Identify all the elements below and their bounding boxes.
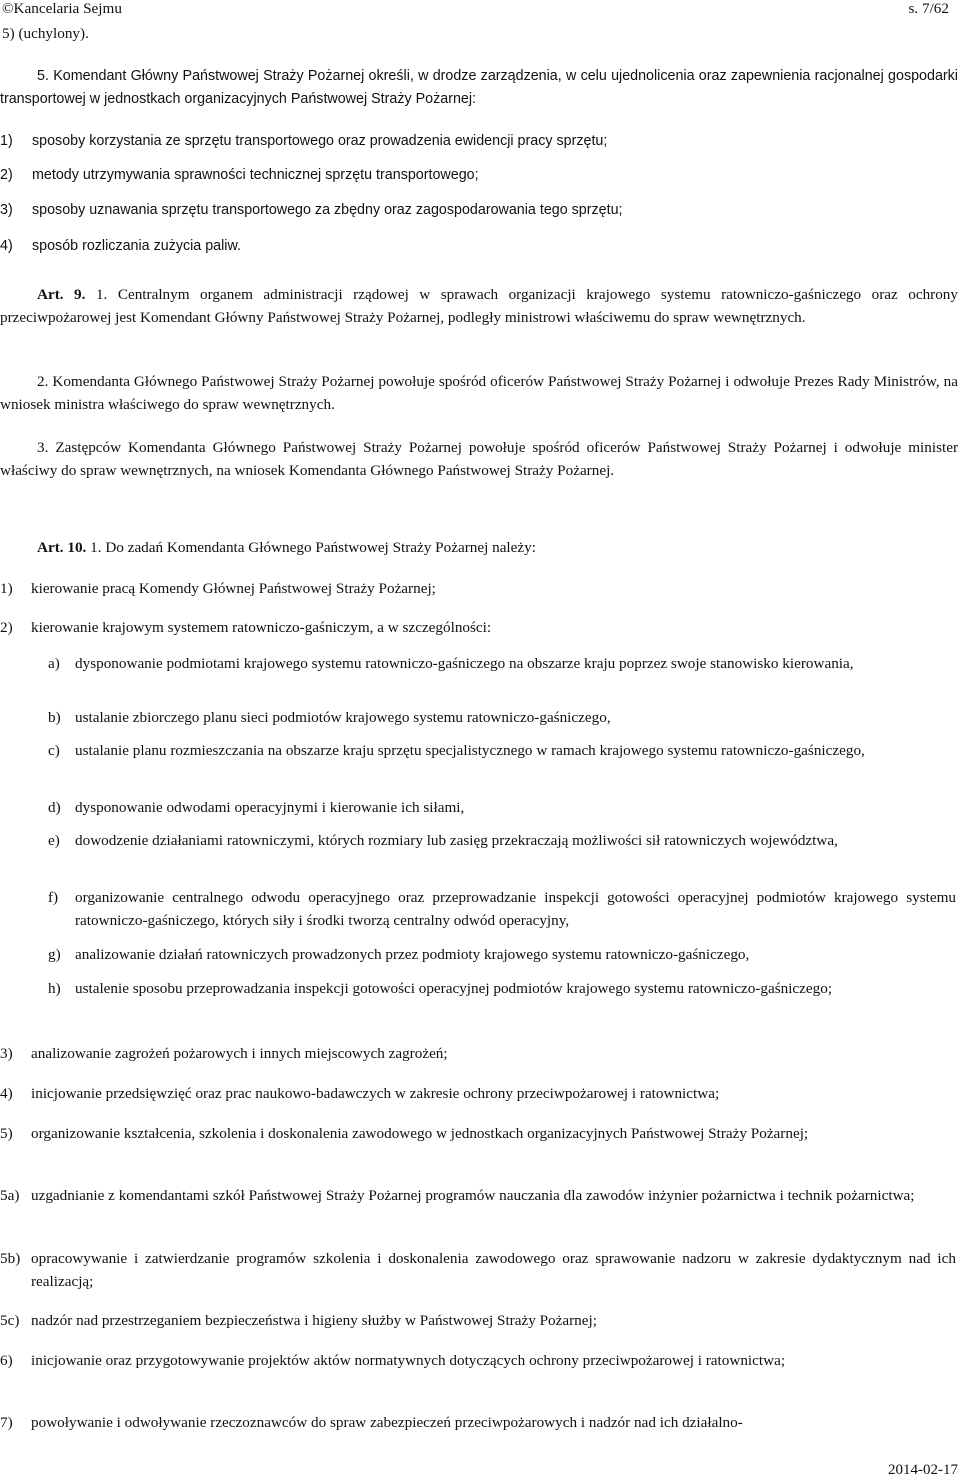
sub-list-item [48,886,956,932]
article-9-paragraph-3: 3. Zastępców Komendanta Głównego Państwowej Straży Pożarnej powołuje spośród oficerów Państwowej Straży Pożarnej i odwołuje minister właściwy do spraw wewnętrznych, na wniosek Komendanta Głównego Państwowej Straży Pożarnej. [0,439,958,479]
list-item [0,1082,956,1105]
article-9-paragraph-2-block [0,370,958,416]
list-item-text: uzgadnianie z komendantami szkół Państwowej Straży Pożarnej programów nauczania dla zawodów inżynier pożarnictwa i technik pożarnictwa; [31,1187,915,1204]
list-item [0,1309,956,1332]
list-item-text: sposoby korzystania ze sprzętu transportowego oraz prowadzenia ewidencji pracy sprzętu; [32,133,608,149]
list-item [0,199,956,222]
list-item-text: nadzór nad przestrzeganiem bezpieczeństwa i higieny służby w Państwowej Straży Pożarnej; [31,1312,597,1329]
sub-list-item-text: dowodzenie działaniami ratowniczymi, których rozmiary lub zasięg przekraczają możliwości sił ratowniczych województwa, [75,832,838,849]
list-item-number: 2) [0,619,13,636]
header-copyright: ©Kancelaria Sejmu [2,0,122,17]
paragraph-5-number: 5. [37,68,49,84]
paragraph-5-text: Komendant Główny Państwowej Straży Pożarnej określi, w drodze zarządzenia, w celu ujednolicenia oraz zapewnienia racjonalnej gospodarki transportowej w jednostkach organizacyjnych Państwowej Straży Pożarnej: [0,68,958,107]
list-item [0,616,956,639]
article-9 [0,283,958,329]
sub-list-item-text: ustalanie zbiorczego planu sieci podmiotów krajowego systemu ratowniczo-gaśniczego, [75,709,611,726]
list-item-number: 1) [0,580,13,597]
list-item-number: 5) [0,1125,13,1142]
list-item [0,1042,956,1065]
sub-list-item [48,739,956,762]
sub-list-item-text: organizowanie centralnego odwodu operacyjnego oraz przeprowadzanie inspekcji gotowości operacyjnej podmiotów krajowego systemu ratowniczo-gaśniczego, których siły i środki tworzą centralny odwód operacyjny, [75,889,956,929]
list-item-number: 6) [0,1352,13,1369]
sub-list-item-letter: f) [48,889,59,906]
list-item [0,1184,956,1207]
list-item-number: 3) [0,1045,13,1062]
list-item [0,1349,956,1372]
list-item [0,164,956,187]
sub-list-item-text: ustalenie sposobu przeprowadzania inspekcji gotowości operacyjnej podmiotów krajowego systemu ratowniczo-gaśniczego; [75,980,833,997]
sub-list-item-text: analizowanie działań ratowniczych prowadzonych przez podmioty krajowego systemu ratowniczo-gaśniczego, [75,946,750,963]
sub-list-item [48,706,956,729]
list-item-text: sposób rozliczania zużycia paliw. [32,238,241,254]
sub-list-item-letter: g) [48,946,61,963]
list-item-text: sposoby uznawania sprzętu transportowego za zbędny oraz zagospodarowania tego sprzętu; [32,202,623,218]
list-item-number: 4) [0,238,13,254]
sub-list-item [48,796,956,819]
article-10 [0,536,958,559]
list-item-text: metody utrzymywania sprawności technicznej sprzętu transportowego; [32,167,479,183]
list-item-text: analizowanie zagrożeń pożarowych i innych miejscowych zagrożeń; [31,1045,448,1062]
list-item [0,577,956,600]
page-header [0,0,960,20]
list-item [0,235,956,258]
list-item-text: powoływanie i odwoływanie rzeczoznawców do spraw zabezpieczeń przeciwpożarowych i nadzór nad ich działalno- [31,1414,743,1431]
list-item [0,1122,956,1145]
sub-list-item-letter: c) [48,742,60,759]
article-10-label: Art. 10. [37,539,87,556]
list-item [0,130,956,153]
sub-list-item-letter: a) [48,655,60,672]
uchylony-note: 5) (uchylony). [2,25,89,42]
article-9-paragraph-1: 1. Centralnym organem administracji rządowej w sprawach organizacji krajowego systemu ratowniczo-gaśniczego oraz ochrony przeciwpożarowej jest Komendant Główny Państwowej Straży Pożarnej, podległy ministrowi właściwemu do spraw wewnętrznych. [0,286,958,326]
list-item [0,1411,956,1434]
sub-list-item [48,829,956,852]
sub-list-item-text: dysponowanie podmiotami krajowego systemu ratowniczo-gaśniczego na obszarze kraju poprzez swoje stanowisko kierowania, [75,655,854,672]
sub-list-item [48,652,956,675]
list-item-text: kierowanie krajowym systemem ratowniczo-gaśniczym, a w szczególności: [31,619,492,636]
article-9-paragraph-2: 2. Komendanta Głównego Państwowej Straży Pożarnej powołuje spośród oficerów Państwowej Straży Pożarnej i odwołuje Prezes Rady Ministrów, na wniosek ministra właściwego do spraw wewnętrznych. [0,373,958,413]
list-item-number: 2) [0,167,13,183]
list-item-text: inicjowanie oraz przygotowywanie projektów aktów normatywnych dotyczących ochrony przeciwpożarowej i ratownictwa; [31,1352,786,1369]
article-10-intro: 1. Do zadań Komendanta Głównego Państwowej Straży Pożarnej należy: [90,539,536,556]
sub-list-item-letter: d) [48,799,61,816]
paragraph-5 [0,65,958,111]
list-item-text: inicjowanie przedsięwzięć oraz prac naukowo-badawczych w zakresie ochrony przeciwpożarowej i ratownictwa; [31,1085,720,1102]
list-item-text: organizowanie kształcenia, szkolenia i doskonalenia zawodowego w jednostkach organizacyjnych Państwowej Straży Pożarnej; [31,1125,809,1142]
article-9-paragraph-3-block [0,436,958,482]
sub-list-item [48,977,956,1000]
list-item-number: 1) [0,133,13,149]
list-item-number: 5a) [0,1187,20,1204]
sub-list-item-letter: b) [48,709,61,726]
article-9-label: Art. 9. [37,286,86,303]
sub-list-item-text: ustalanie planu rozmieszczania na obszarze kraju sprzętu specjalistycznego w ramach krajowego systemu ratowniczo-gaśniczego, [75,742,865,759]
list-item-number: 5c) [0,1312,20,1329]
sub-list-item [48,943,956,966]
list-item-text: opracowywanie i zatwierdzanie programów szkolenia i doskonalenia zawodowego oraz sprawowanie nadzoru w zakresie dydaktycznym nad ich realizacją; [31,1250,956,1290]
sub-list-item-letter: e) [48,832,60,849]
footer-date: 2014-02-17 [888,1462,958,1478]
list-item-number: 5b) [0,1250,21,1267]
list-item-number: 7) [0,1414,13,1431]
list-item [0,1247,956,1293]
sub-list-item-text: dysponowanie odwodami operacyjnymi i kierowanie ich siłami, [75,799,465,816]
list-item-number: 4) [0,1085,13,1102]
list-item-number: 3) [0,202,13,218]
list-item-text: kierowanie pracą Komendy Głównej Państwowej Straży Pożarnej; [31,580,436,597]
header-page-number: s. 7/62 [908,0,949,17]
sub-list-item-letter: h) [48,980,61,997]
